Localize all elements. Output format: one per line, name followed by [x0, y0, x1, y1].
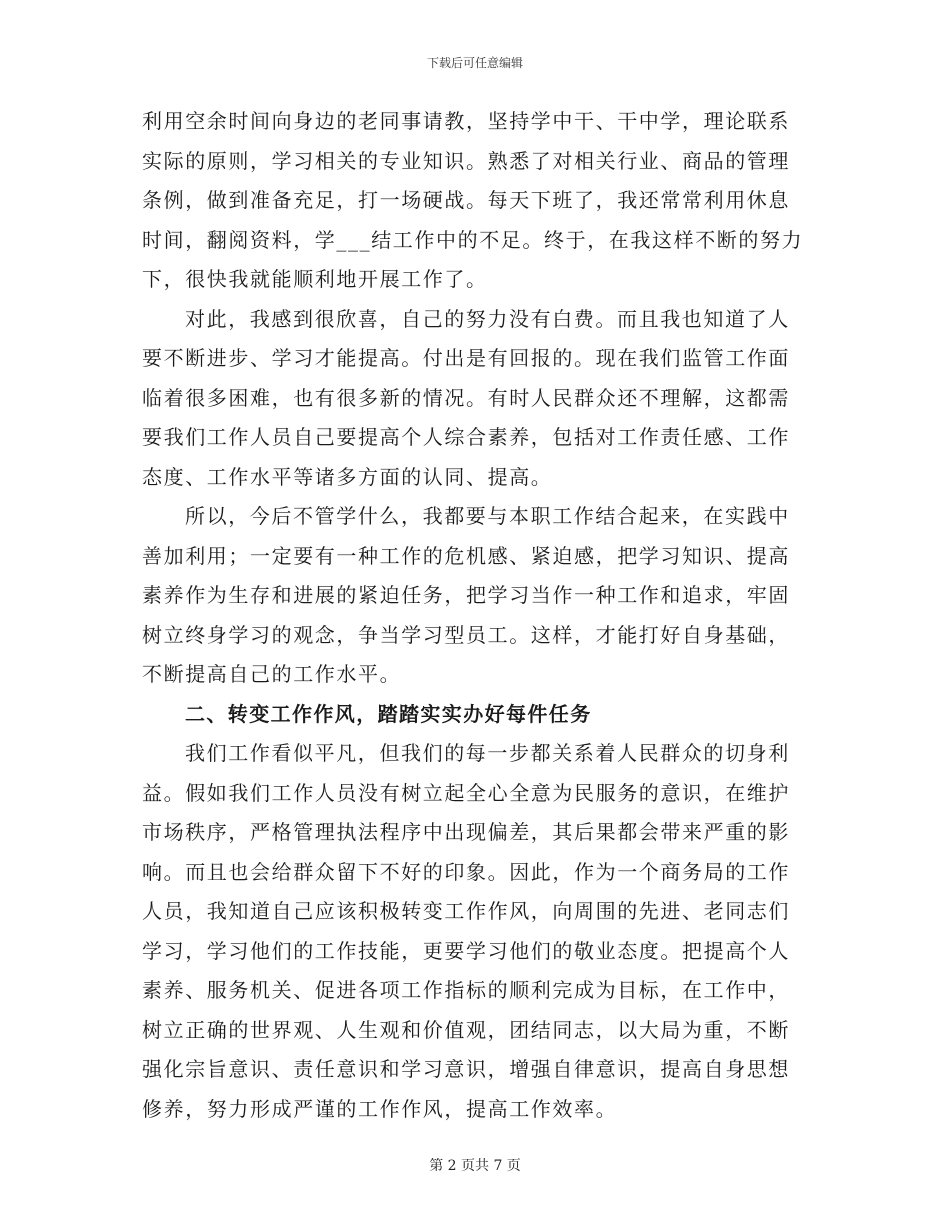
page-header-note: 下载后可任意编辑: [426, 56, 523, 70]
paragraph-line: 我们工作看似平凡，但我们的每一步都关系着人民群众的切身利: [185, 741, 790, 765]
paragraph-line: 素养、服务机关、促进各项工作指标的顺利完成为目标，在工作中，: [142, 978, 790, 1002]
paragraph-2: [142, 300, 794, 498]
paragraph-line: 学习，学习他们的工作技能，更要学习他们的敬业态度。把提高个人: [142, 938, 790, 963]
paragraph-line: 实际的原则，学习相关的专业知识。熟悉了对相关行业、商品的管理: [142, 148, 790, 173]
paragraph-line: 市场秩序，严格管理执法程序中出现偏差，其后果都会带来严重的影: [142, 820, 790, 844]
paragraph-line: 条例，做到准备充足，打一场硬战。每天下班了，我还常常利用休息: [142, 188, 790, 212]
paragraph-line: 利用空余时间向身边的老同事请教，坚持学中干、干中学，理论联系: [142, 109, 790, 133]
document-body: [142, 102, 804, 1129]
paragraph-line: 素养作为生存和进展的紧迫任务，把学习当作一种工作和追求，牢固: [142, 583, 790, 607]
paragraph-line: 要我们工作人员自己要提高个人综合素养，包括对工作责任感、工作: [142, 425, 790, 449]
paragraph-line: 态度、工作水平等诸多方面的认同、提高。: [142, 464, 553, 489]
paragraph-line: 善加利用；一定要有一种工作的危机感、紧迫感，把学习知识、提高: [142, 543, 790, 568]
paragraph-line: 树立正确的世界观、人生观和价值观，团结同志，以大局为重，不断: [142, 1017, 790, 1042]
paragraph-line: 时间，翻阅资料，学___结工作中的不足。终于，在我这样不断的努力: [142, 227, 804, 252]
page-number: 第 2 页共 7 页: [429, 1158, 521, 1174]
paragraph-line: 所以，今后不管学什么，我都要与本职工作结合起来，在实践中: [185, 504, 790, 528]
paragraph-line: 益。假如我们工作人员没有树立起全心全意为民服务的意识，在维护: [142, 780, 790, 805]
paragraph-line: 人员，我知道自己应该积极转变工作作风，向周围的先进、老同志们: [142, 899, 790, 923]
paragraph-line: 树立终身学习的观念，争当学习型员工。这样，才能打好自身基础，: [142, 622, 790, 647]
paragraph-3: [142, 497, 794, 695]
paragraph-line: 要不断进步、学习才能提高。付出是有回报的。现在我们监管工作面: [142, 346, 790, 370]
paragraph-line: 强化宗旨意识、责任意识和学习意识，增强自律意识，提高自身思想: [142, 1057, 790, 1081]
paragraph-line: 临着很多困难，也有很多新的情况。有时人民群众还不理解，这都需: [142, 385, 790, 410]
paragraph-line: 对此，我感到很欣喜，自己的努力没有白费。而且我也知道了人: [185, 306, 790, 331]
paragraph-1: [142, 102, 804, 300]
paragraph-line: 响。而且也会给群众留下不好的印象。因此，作为一个商务局的工作: [142, 859, 790, 884]
paragraph-line: 不断提高自己的工作水平。: [142, 662, 402, 686]
section-heading: 二、转变工作作风，踏踏实实办好每件任务: [185, 701, 592, 726]
paragraph-line: 修养，努力形成严谨的工作作风，提高工作效率。: [142, 1096, 618, 1121]
paragraph-line: 下，很快我就能顺利地开展工作了。: [142, 267, 488, 291]
section-paragraph: [142, 734, 794, 1129]
